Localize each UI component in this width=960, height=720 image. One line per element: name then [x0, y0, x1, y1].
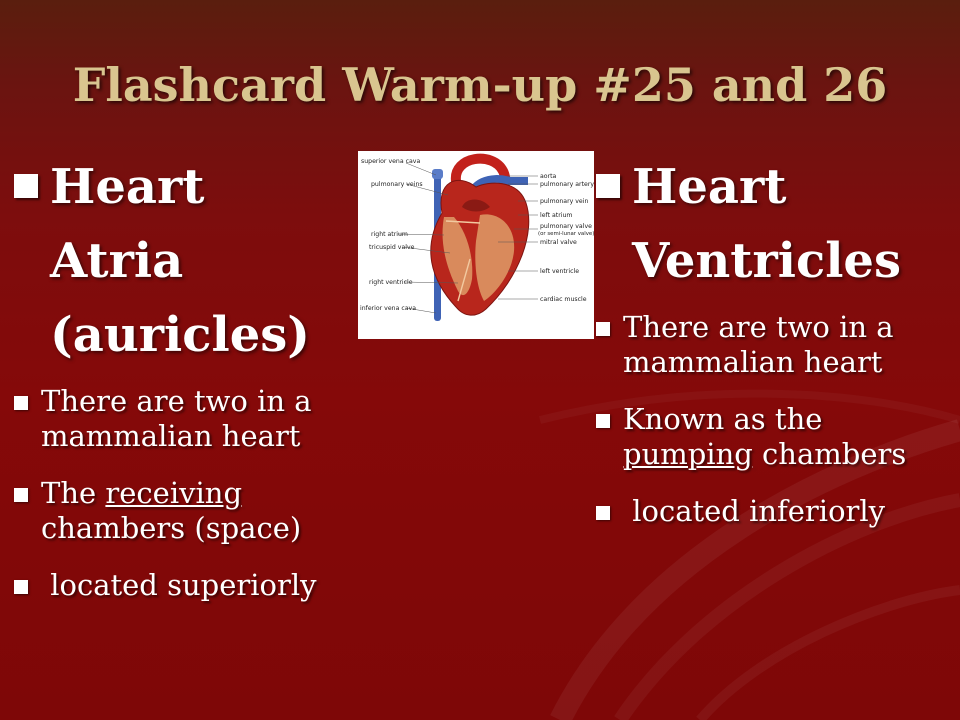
label-tricuspid-valve: tricuspid valve: [369, 244, 415, 251]
bullet-square-icon: [14, 488, 28, 502]
label-pulmonary-valve: pulmonary valve: [540, 223, 592, 230]
atria-item-2-after: chambers (space): [41, 511, 302, 545]
label-inferior-vena-cava: inferior vena cava: [360, 305, 416, 312]
ventricles-item-1-text: There are two in a mammalian heart: [623, 310, 894, 379]
atria-heading: [14, 150, 354, 372]
bullet-square-icon: [596, 174, 620, 198]
label-right-atrium: right atrium: [371, 231, 408, 238]
bullet-square-icon: [596, 414, 610, 428]
bullet-square-icon: [14, 174, 38, 198]
ventricles-list: [596, 310, 956, 529]
atria-item-2-underlined: receiving: [105, 476, 243, 510]
atria-heading-line2: (auricles): [50, 307, 310, 363]
list-item: [596, 402, 956, 472]
ventricles-heading-line2: Ventricles: [632, 233, 901, 289]
ventricles-item-2-line1: Known as the: [623, 402, 823, 436]
slide-title: Flashcard Warm-up #25 and 26: [72, 58, 888, 112]
bullet-square-icon: [14, 580, 28, 594]
list-item: [596, 494, 956, 529]
label-right-ventricle: right ventricle: [369, 279, 413, 286]
heart-diagram: [358, 151, 594, 339]
list-item: [14, 384, 354, 454]
list-item: [596, 310, 956, 380]
label-cardiac-muscle: cardiac muscle: [540, 296, 587, 303]
label-left-atrium: left atrium: [540, 212, 573, 219]
atria-item-1-text: There are two in a mammalian heart: [41, 384, 312, 453]
atria-item-3-text: located superiorly: [41, 568, 317, 602]
label-aorta: aorta: [540, 173, 557, 180]
ventricles-column: [596, 150, 956, 551]
atria-column: [14, 150, 354, 625]
ventricles-item-2-after: chambers: [752, 437, 907, 471]
atria-heading-line1: Heart Atria: [50, 159, 205, 289]
label-pulmonary-vein: pulmonary vein: [540, 198, 589, 205]
ventricles-heading: [596, 150, 956, 298]
label-left-ventricle: left ventricle: [540, 268, 579, 275]
ventricles-item-2-underlined: pumping: [623, 437, 753, 471]
bullet-square-icon: [596, 506, 610, 520]
heart-diagram-drawing: [358, 151, 594, 339]
ventricles-heading-line1: Heart: [632, 159, 787, 215]
label-semi-lunar-valve: (or semi-lunar valve): [538, 231, 594, 237]
list-item: [14, 568, 354, 603]
bullet-square-icon: [14, 396, 28, 410]
label-superior-vena-cava: superior vena cava: [361, 158, 421, 165]
atria-item-2-before: The: [41, 476, 106, 510]
label-pulmonary-artery: pulmonary artery: [540, 181, 594, 188]
atria-list: [14, 384, 354, 603]
label-mitral-valve: mitral valve: [540, 239, 577, 246]
list-item: [14, 476, 354, 546]
label-pulmonary-veins: pulmonary veins: [371, 181, 423, 188]
bullet-square-icon: [596, 322, 610, 336]
ventricles-item-3-text: located inferiorly: [623, 494, 886, 528]
